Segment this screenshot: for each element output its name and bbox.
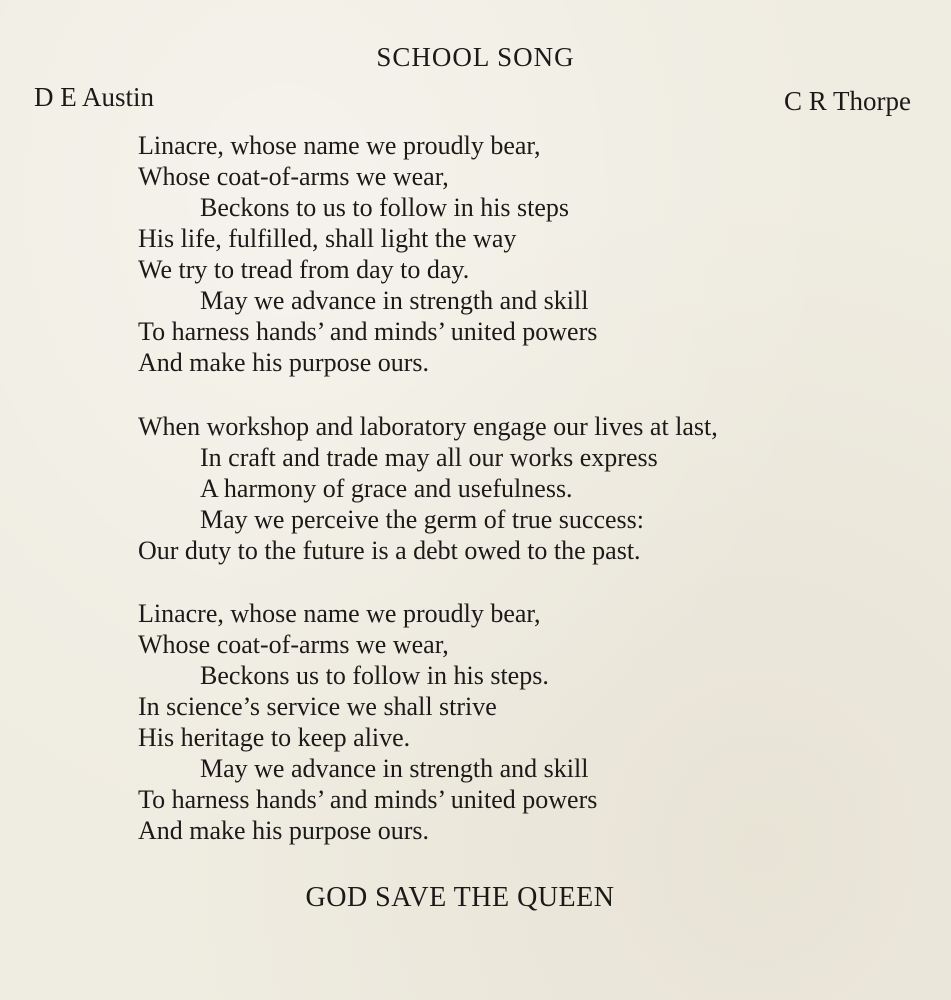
stanza-line: When workshop and laboratory engage our lives at last,	[138, 412, 718, 441]
stanza-line: And make his purpose ours.	[138, 348, 430, 377]
stanza-line: Linacre, whose name we proudly bear,	[138, 599, 541, 628]
stanza-line: To harness hands’ and minds’ united powers	[138, 785, 598, 814]
stanza-line: Linacre, whose name we proudly bear,	[138, 131, 541, 160]
stanza-line: Beckons us to follow in his steps.	[200, 661, 549, 690]
stanza-line: May we advance in strength and skill	[200, 754, 589, 783]
stanza-1	[138, 130, 918, 378]
stanza-line: Beckons to us to follow in his steps	[200, 193, 570, 222]
stanza-line: And make his purpose ours.	[138, 816, 430, 845]
stanza-3	[138, 598, 918, 846]
stanza-line: May we advance in strength and skill	[200, 286, 589, 315]
song-title: SCHOOL SONG	[376, 42, 575, 72]
stanza-line: His heritage to keep alive.	[138, 723, 411, 752]
closing-anthem: GOD SAVE THE QUEEN	[305, 882, 615, 913]
stanza-line: Our duty to the future is a debt owed to the past.	[138, 536, 641, 565]
lyricist-name: D E Austin	[34, 82, 155, 112]
stanza-2	[138, 411, 918, 566]
stanza-line: We try to tread from day to day.	[138, 255, 470, 284]
stanza-line: Whose coat-of-arms we wear,	[138, 162, 449, 191]
composer-name: C R Thorpe	[784, 86, 911, 116]
stanza-line: Whose coat-of-arms we wear,	[138, 630, 449, 659]
stanza-line: In craft and trade may all our works express	[200, 443, 658, 472]
stanza-line: In science’s service we shall strive	[138, 692, 497, 721]
stanza-line: A harmony of grace and usefulness.	[200, 474, 573, 503]
stanza-line: To harness hands’ and minds’ united powers	[138, 317, 598, 346]
stanza-line: May we perceive the germ of true success:	[200, 505, 644, 534]
stanza-line: His life, fulfilled, shall light the way	[138, 224, 517, 253]
